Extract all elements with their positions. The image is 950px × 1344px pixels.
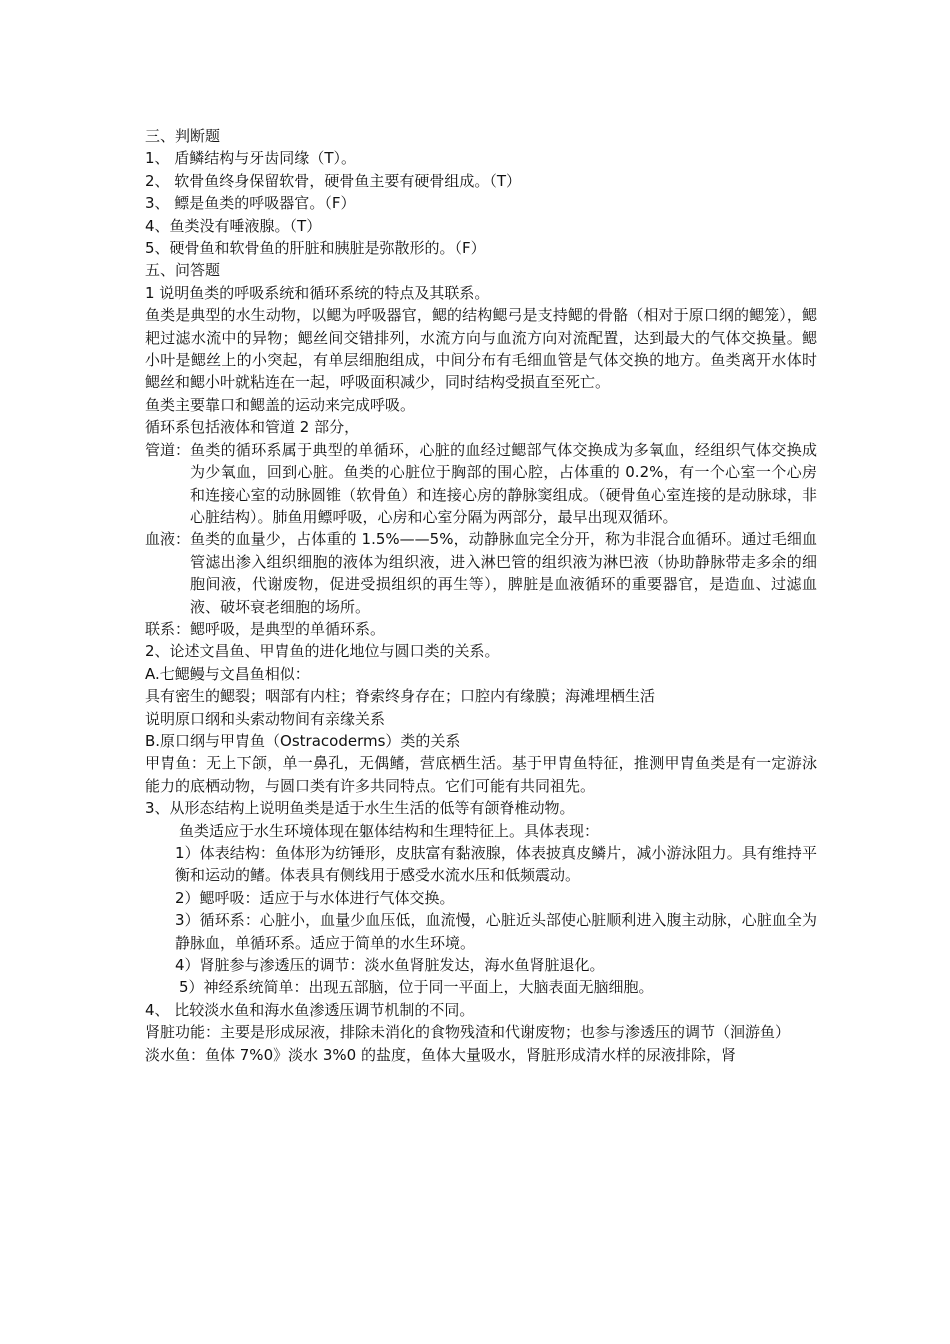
question-1-blood-block — [145, 528, 817, 618]
question-2-part-b-text: 甲胄鱼：无上下颌，单一鼻孔，无偶鳍，营底栖生活。基于甲胄鱼特征，推测甲胄鱼类是有一定游泳能力的底栖动物，与圆口类有许多共同特点。它们可能有共同祖先。 — [145, 754, 817, 795]
question-4-kidney-block — [145, 1021, 817, 1043]
question-2-title: 2、论述文昌鱼、甲胄鱼的进化地位与圆口类的关系。 — [145, 642, 500, 661]
vessels-label: 管道： — [145, 440, 191, 459]
question-1-title: 1 说明鱼类的呼吸系统和循环系统的特点及其联系。 — [145, 283, 490, 302]
vessels-text: 鱼类的循环系属于典型的单循环，心脏的血经过鳃部气体交换成为多氧血，经组织气体交换成为少氧血，回到心脏。鱼类的心脏位于胸部的围心腔，占体重的 0.2%，有一个心室一个心房和连接心室的动脉圆锥（软骨鱼）和连接心房的静脉窦组成。（硬骨鱼心室连接的是动脉球，非心脏结构）。肺鱼用鳔呼吸，心房和心室分隔为两部分，最早出现双循环。 — [190, 440, 817, 526]
question-3-point-2: 2）鳃呼吸：适应于与水体进行气体交换。 — [175, 888, 455, 907]
kidney-label: 肾脏功能： — [145, 1023, 221, 1042]
true-false-item-4: 4、鱼类没有唾液腺。（T） — [145, 216, 322, 235]
question-2-part-a-features: 具有密生的鳃裂；咽部有内柱；脊索终身存在；口腔内有缘膜；海滩埋栖生活 — [145, 687, 656, 706]
question-3-point-5: 5）神经系统简单：出现五部脑，位于同一平面上，大脑表面无脑细胞。 — [179, 978, 654, 997]
question-3-title: 3、从形态结构上说明鱼类是适于水生生活的低等有颌脊椎动物。 — [145, 799, 575, 818]
section-heading-true-false: 三、判断题 — [145, 127, 221, 145]
blood-label: 血液： — [145, 530, 191, 549]
question-1-vessels-block — [145, 439, 817, 529]
question-2-part-a-heading: A.七鳃鳗与文昌鱼相似： — [145, 664, 310, 683]
question-3-point-1: 1）体表结构：鱼体形为纺锤形，皮肤富有黏液腺，体表披真皮鳞片，减小游泳阻力。具有维持平衡和运动的鳍。体表具有侧线用于感受水流水压和低频震动。 — [175, 844, 817, 885]
question-3-point-4: 4）肾脏参与渗透压的调节：淡水鱼肾脏发达，海水鱼肾脏退化。 — [175, 956, 605, 975]
kidney-text: 主要是形成尿液，排除未消化的食物残渣和代谢废物；也参与渗透压的调节（洄游鱼） — [220, 1023, 791, 1042]
true-false-item-2: 2、 软骨鱼终身保留软骨，硬骨鱼主要有硬骨组成。（T） — [145, 171, 521, 190]
question-1-relation: 联系：鳃呼吸，是典型的单循环系。 — [145, 619, 386, 638]
question-3-intro: 鱼类适应于水生环境体现在躯体结构和生理特征上。具体表现： — [179, 821, 600, 840]
question-4-title: 4、 比较淡水鱼和海水鱼渗透压调节机制的不同。 — [145, 1000, 475, 1019]
question-1-paragraph-circulation: 循环系包括液体和管道 2 部分， — [145, 418, 360, 437]
blood-text: 鱼类的血量少，占体重的 1.5%——5%，动静脉血完全分开，称为非混合血循环。通过毛细血管滤出渗入组织细胞的液体为组织液，进入淋巴管的组织液为淋巴液（协助静脉带走多余的细胞间液，代谢废物，促进受损组织的再生等），脾脏是血液循环的重要器官，是造血、过滤血液、破坏衰老细胞的场所。 — [190, 530, 817, 616]
true-false-item-3: 3、 鳔是鱼类的呼吸器官。（F） — [145, 194, 356, 213]
question-4-freshwater: 淡水鱼：鱼体 7%0》淡水 3%0 的盐度，鱼体大量吸水，肾脏形成清水样的尿液排除，肾 — [145, 1045, 736, 1064]
question-3-point-3: 3）循环系：心脏小，血量少血压低，血流慢，心脏近头部使心脏顺利进入腹主动脉，心脏血全为静脉血，单循环系。适应于简单的水生环境。 — [175, 911, 817, 952]
question-1-paragraph-breathing: 鱼类主要靠口和鳃盖的运动来完成呼吸。 — [145, 395, 416, 414]
question-1-paragraph-respiration: 鱼类是典型的水生动物，以鳃为呼吸器官，鳃的结构鳃弓是支持鳃的骨骼（相对于原口纲的鳃笼），鳃耙过滤水流中的异物；鳃丝间交错排列，水流方向与血流方向对流配置，达到最大的气体交换量。鳃小叶是鳃丝上的小突起，有单层细胞组成，中间分布有毛细血管是气体交换的地方。鱼类离开水体时鳃丝和鳃小叶就粘连在一起，呼吸面积减少，同时结构受损直至死亡。 — [145, 306, 817, 392]
section-heading-questions: 五、问答题 — [145, 261, 221, 280]
document-page — [145, 125, 817, 1066]
true-false-item-5: 5、硬骨鱼和软骨鱼的肝脏和胰脏是弥散形的。（F） — [145, 239, 486, 258]
true-false-item-1: 1、 盾鳞结构与牙齿同缘（T）。 — [145, 149, 356, 168]
question-2-part-b-heading: B.原口纲与甲胄鱼（Ostracoderms）类的关系 — [145, 731, 461, 750]
question-2-part-a-conclusion: 说明原口纲和头索动物间有亲缘关系 — [145, 709, 386, 728]
